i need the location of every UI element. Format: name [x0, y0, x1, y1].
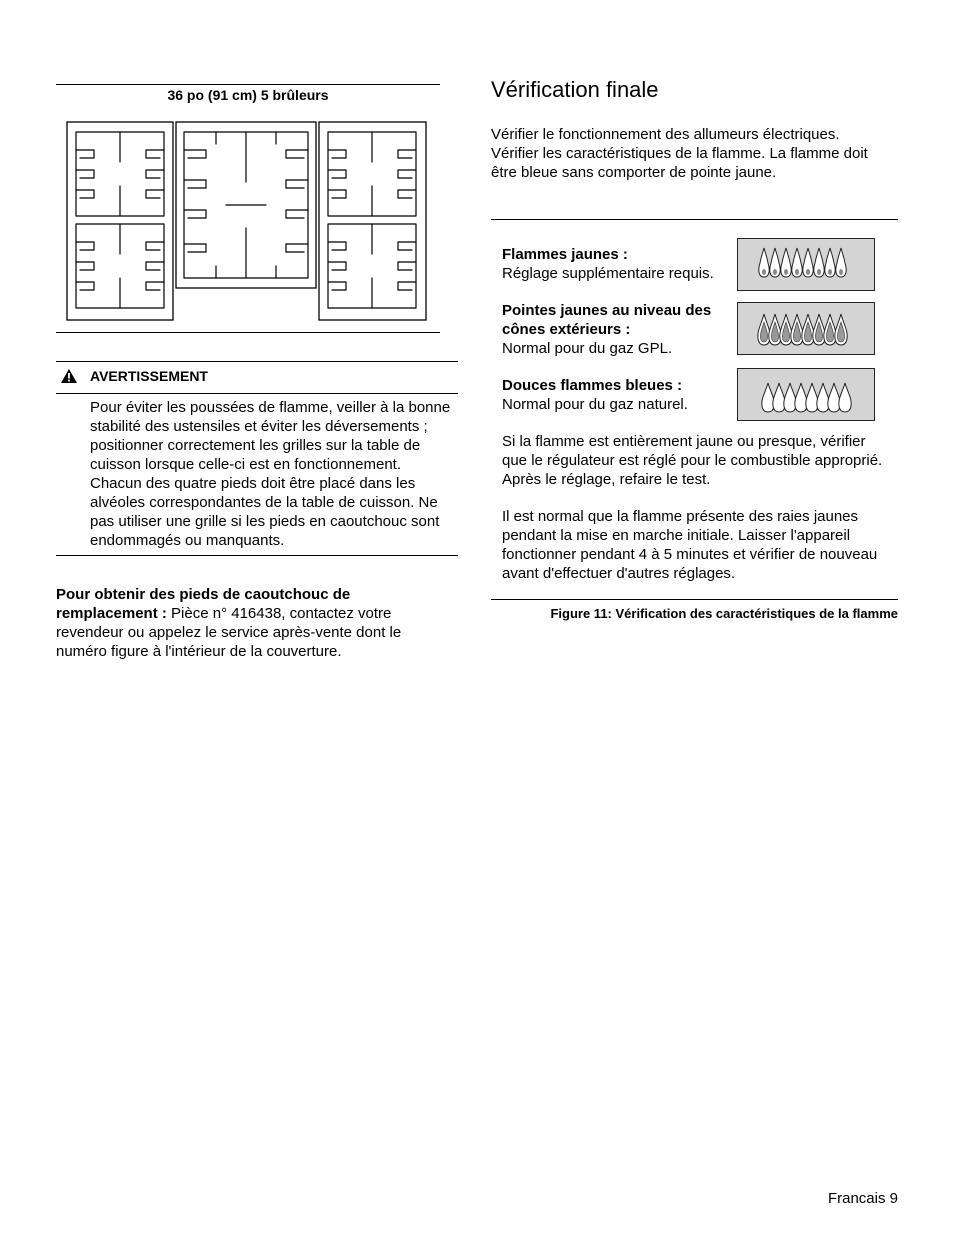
warning-title: AVERTISSEMENT — [90, 368, 208, 384]
section-heading: Vérification finale — [491, 77, 659, 102]
grate-caption: 36 po (91 cm) 5 brûleurs — [167, 87, 329, 103]
flame-item-yellow-tips — [502, 301, 730, 358]
warning-mid-rule — [56, 393, 458, 394]
intro-paragraph: Vérifier le fonctionnement des allumeurs électriques. Vérifier les caractéristiques de la flamme. La flamme doit être bleue sans comporter de pointe jaune. — [491, 126, 868, 181]
flame-item-blue — [502, 376, 730, 414]
grate-top-rule — [56, 84, 440, 85]
replacement-text: Pièce n° 416438, contactez votre revendeur ou appelez le service après-vente dont le numéro figure à l'intérieur de la couverture. — [56, 605, 402, 660]
warning-top-rule — [56, 361, 458, 362]
page-number: Francais 9 — [827, 1190, 898, 1207]
soft-blue-flames-icon — [737, 368, 875, 421]
flame-desc: Réglage supplémentaire requis. — [502, 265, 714, 282]
figure-caption: Figure 11: Vérification des caractéristiques de la flamme — [550, 606, 898, 621]
warning-bottom-rule — [56, 555, 458, 556]
figure-top-rule — [491, 219, 898, 220]
warning-triangle-icon — [60, 368, 78, 384]
replacement-bold: Pour obtenir des pieds de caoutchouc de remplacement : — [56, 586, 351, 622]
figure-bottom-rule — [491, 599, 898, 600]
flame-item-yellow — [502, 245, 730, 283]
grate-bottom-rule — [56, 332, 440, 333]
flame-title: Pointes jaunes au niveau des cônes extérieurs : — [502, 302, 712, 338]
flame-desc: Normal pour du gaz naturel. — [502, 396, 688, 413]
yellow-flames-icon — [737, 238, 875, 291]
yellow-tipped-flames-icon — [737, 302, 875, 355]
regulator-paragraph: Si la flamme est entièrement jaune ou presque, vérifier que le régulateur est réglé pour le combustible approprié. Après le réglage, refaire le test. — [502, 433, 883, 488]
flame-desc: Normal pour du gaz GPL. — [502, 340, 673, 357]
warning-text: Pour éviter les poussées de flamme, veiller à la bonne stabilité des ustensiles et éviter les déversements ; positionner correctement les grilles sur la table de cuisson lorsque celle-ci est en fonctionnement. Chacun des quatre pieds doit être placé dans les alvéoles correspondantes de la table de cuisson. Ne pas utiliser une grille si les pieds en caoutchouc sont endommagés ou manquants. — [90, 399, 451, 549]
flame-title: Douces flammes bleues : — [502, 377, 683, 394]
grate-diagram — [66, 120, 428, 322]
replacement-paragraph — [56, 585, 441, 661]
flame-title: Flammes jaunes : — [502, 246, 628, 263]
startup-paragraph: Il est normal que la flamme présente des raies jaunes pendant la mise en marche initiale. Laisser l'appareil fonctionner pendant 4 à 5 minutes et vérifier de nouveau avant d'effectuer d'autres réglages. — [502, 508, 878, 582]
